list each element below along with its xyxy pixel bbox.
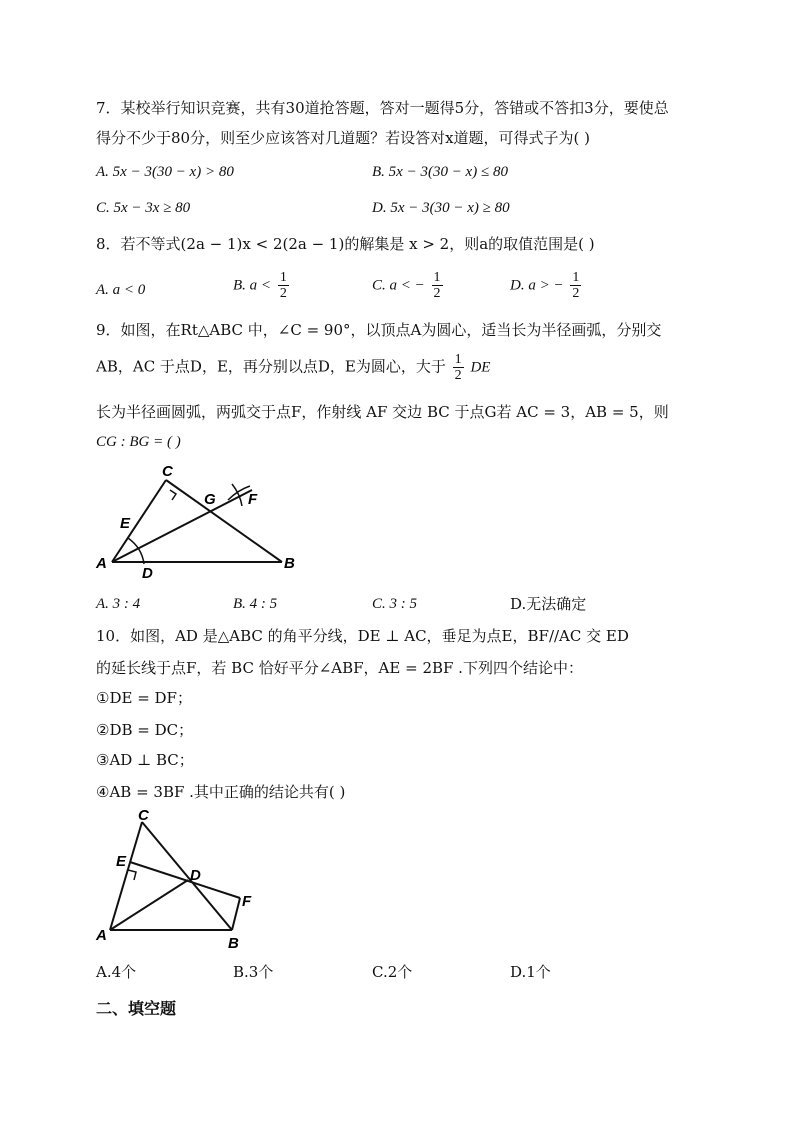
q8-stem: 8．若不等式(2a − 1)x < 2(2a − 1)的解集是 x > 2，则a的取值范围是( ) — [96, 235, 595, 253]
q10-figure — [92, 808, 272, 953]
q9-option-b: B. 4 : 5 — [233, 596, 278, 612]
q7-option-b: B. 5x − 3(30 − x) ≤ 80 — [372, 164, 508, 180]
q9-stem-line1: 9．如图，在Rt△ABC 中，∠C = 90°，以顶点A为圆心，适当长为半径画弧，分别交 — [96, 321, 662, 339]
q10-label-c: C — [138, 808, 149, 824]
q10-option-c: C.2个 — [372, 963, 413, 981]
q9-stem-line2-suffix: DE — [470, 359, 491, 376]
q7-option-d: D. 5x − 3(30 − x) ≥ 80 — [372, 200, 510, 216]
q8-option-b — [233, 270, 291, 301]
q10-conclusion-4: ④AB = 3BF .其中正确的结论共有( ) — [96, 783, 346, 801]
q9-label-f: F — [248, 491, 258, 508]
q9-right-angle-mark — [170, 490, 176, 500]
section-title-fill-in: 二、填空题 — [96, 999, 177, 1018]
q8-option-c-fraction: $\frac{1}{2}$ — [433, 270, 441, 301]
q8-option-c-prefix: C. a < − — [372, 277, 425, 294]
q10-label-f: F — [242, 893, 252, 910]
q9-figure — [90, 460, 310, 580]
q9-label-g: G — [204, 491, 216, 508]
q7-option-a: A. 5x − 3(30 − x) > 80 — [96, 164, 234, 180]
q8-option-d-fraction: $\frac{1}{2}$ — [572, 270, 580, 301]
q10-conclusion-2: ②DB = DC； — [96, 721, 194, 739]
q8-option-c — [372, 270, 445, 301]
q8-option-d — [510, 270, 583, 301]
q9-option-c: C. 3 : 5 — [372, 596, 417, 612]
q9-option-a: A. 3 : 4 — [96, 596, 141, 612]
q9-label-b: B — [284, 555, 295, 572]
q9-label-c: C — [162, 463, 173, 480]
q9-segment-cb — [166, 480, 282, 562]
q10-right-angle-mark — [128, 870, 136, 880]
q9-label-a: A — [96, 555, 107, 572]
q10-segment-ef — [130, 862, 240, 898]
q8-option-a: A. a < 0 — [96, 282, 146, 298]
q10-label-a: A — [96, 927, 107, 944]
q9-half-fraction: $\frac{1}{2}$ — [454, 352, 462, 383]
q7-stem-line2: 得分不少于80分，则至少应该答对几道题？若设答对x道题，可得式子为( ) — [96, 129, 591, 147]
q10-conclusion-3: ③AD ⊥ BC； — [96, 751, 194, 769]
q10-segment-cb — [142, 822, 232, 930]
q10-segment-bf — [232, 898, 240, 930]
q10-label-b: B — [228, 935, 239, 952]
q10-option-a: A.4个 — [96, 963, 137, 981]
q9-option-d: D.无法确定 — [510, 595, 587, 613]
q8-option-d-prefix: D. a > − — [510, 277, 564, 294]
q8-option-b-fraction: $\frac{1}{2}$ — [279, 270, 287, 301]
q10-segment-ac — [110, 822, 142, 930]
q9-arc-de — [128, 538, 144, 564]
q10-option-b: B.3个 — [233, 963, 274, 981]
q8-option-b-prefix: B. a < — [233, 277, 272, 294]
q10-option-d: D.1个 — [510, 963, 551, 981]
q7-option-c: C. 5x − 3x ≥ 80 — [96, 200, 191, 216]
q9-stem-line3: 长为半径画圆弧，两弧交于点F，作射线 AF 交边 BC 于点G若 AC = 3，AB = 5，则 — [96, 403, 669, 421]
q10-stem-line2: 的延长线于点F，若 BC 恰好平分∠ABF，AE = 2BF .下列四个结论中： — [96, 659, 583, 677]
q10-stem-line1: 10．如图，AD 是△ABC 的角平分线，DE ⊥ AC，垂足为点E，BF//AC 交 ED — [96, 627, 629, 645]
q9-label-d: D — [142, 565, 153, 580]
q10-conclusion-1: ①DE = DF； — [96, 689, 192, 707]
q7-stem-line1: 7．某校举行知识竞赛，共有30道抢答题，答对一题得5分，答错或不答扣3分，要使总 — [96, 99, 669, 117]
q9-stem-line2-prefix: AB，AC 于点D，E，再分别以点D，E为圆心，大于 — [96, 357, 446, 376]
q10-label-d: D — [190, 867, 201, 884]
q9-stem-line2 — [96, 352, 490, 383]
q9-label-e: E — [120, 515, 131, 532]
q9-stem-line4: CG : BG = ( ) — [96, 434, 181, 450]
q10-label-e: E — [116, 853, 127, 870]
